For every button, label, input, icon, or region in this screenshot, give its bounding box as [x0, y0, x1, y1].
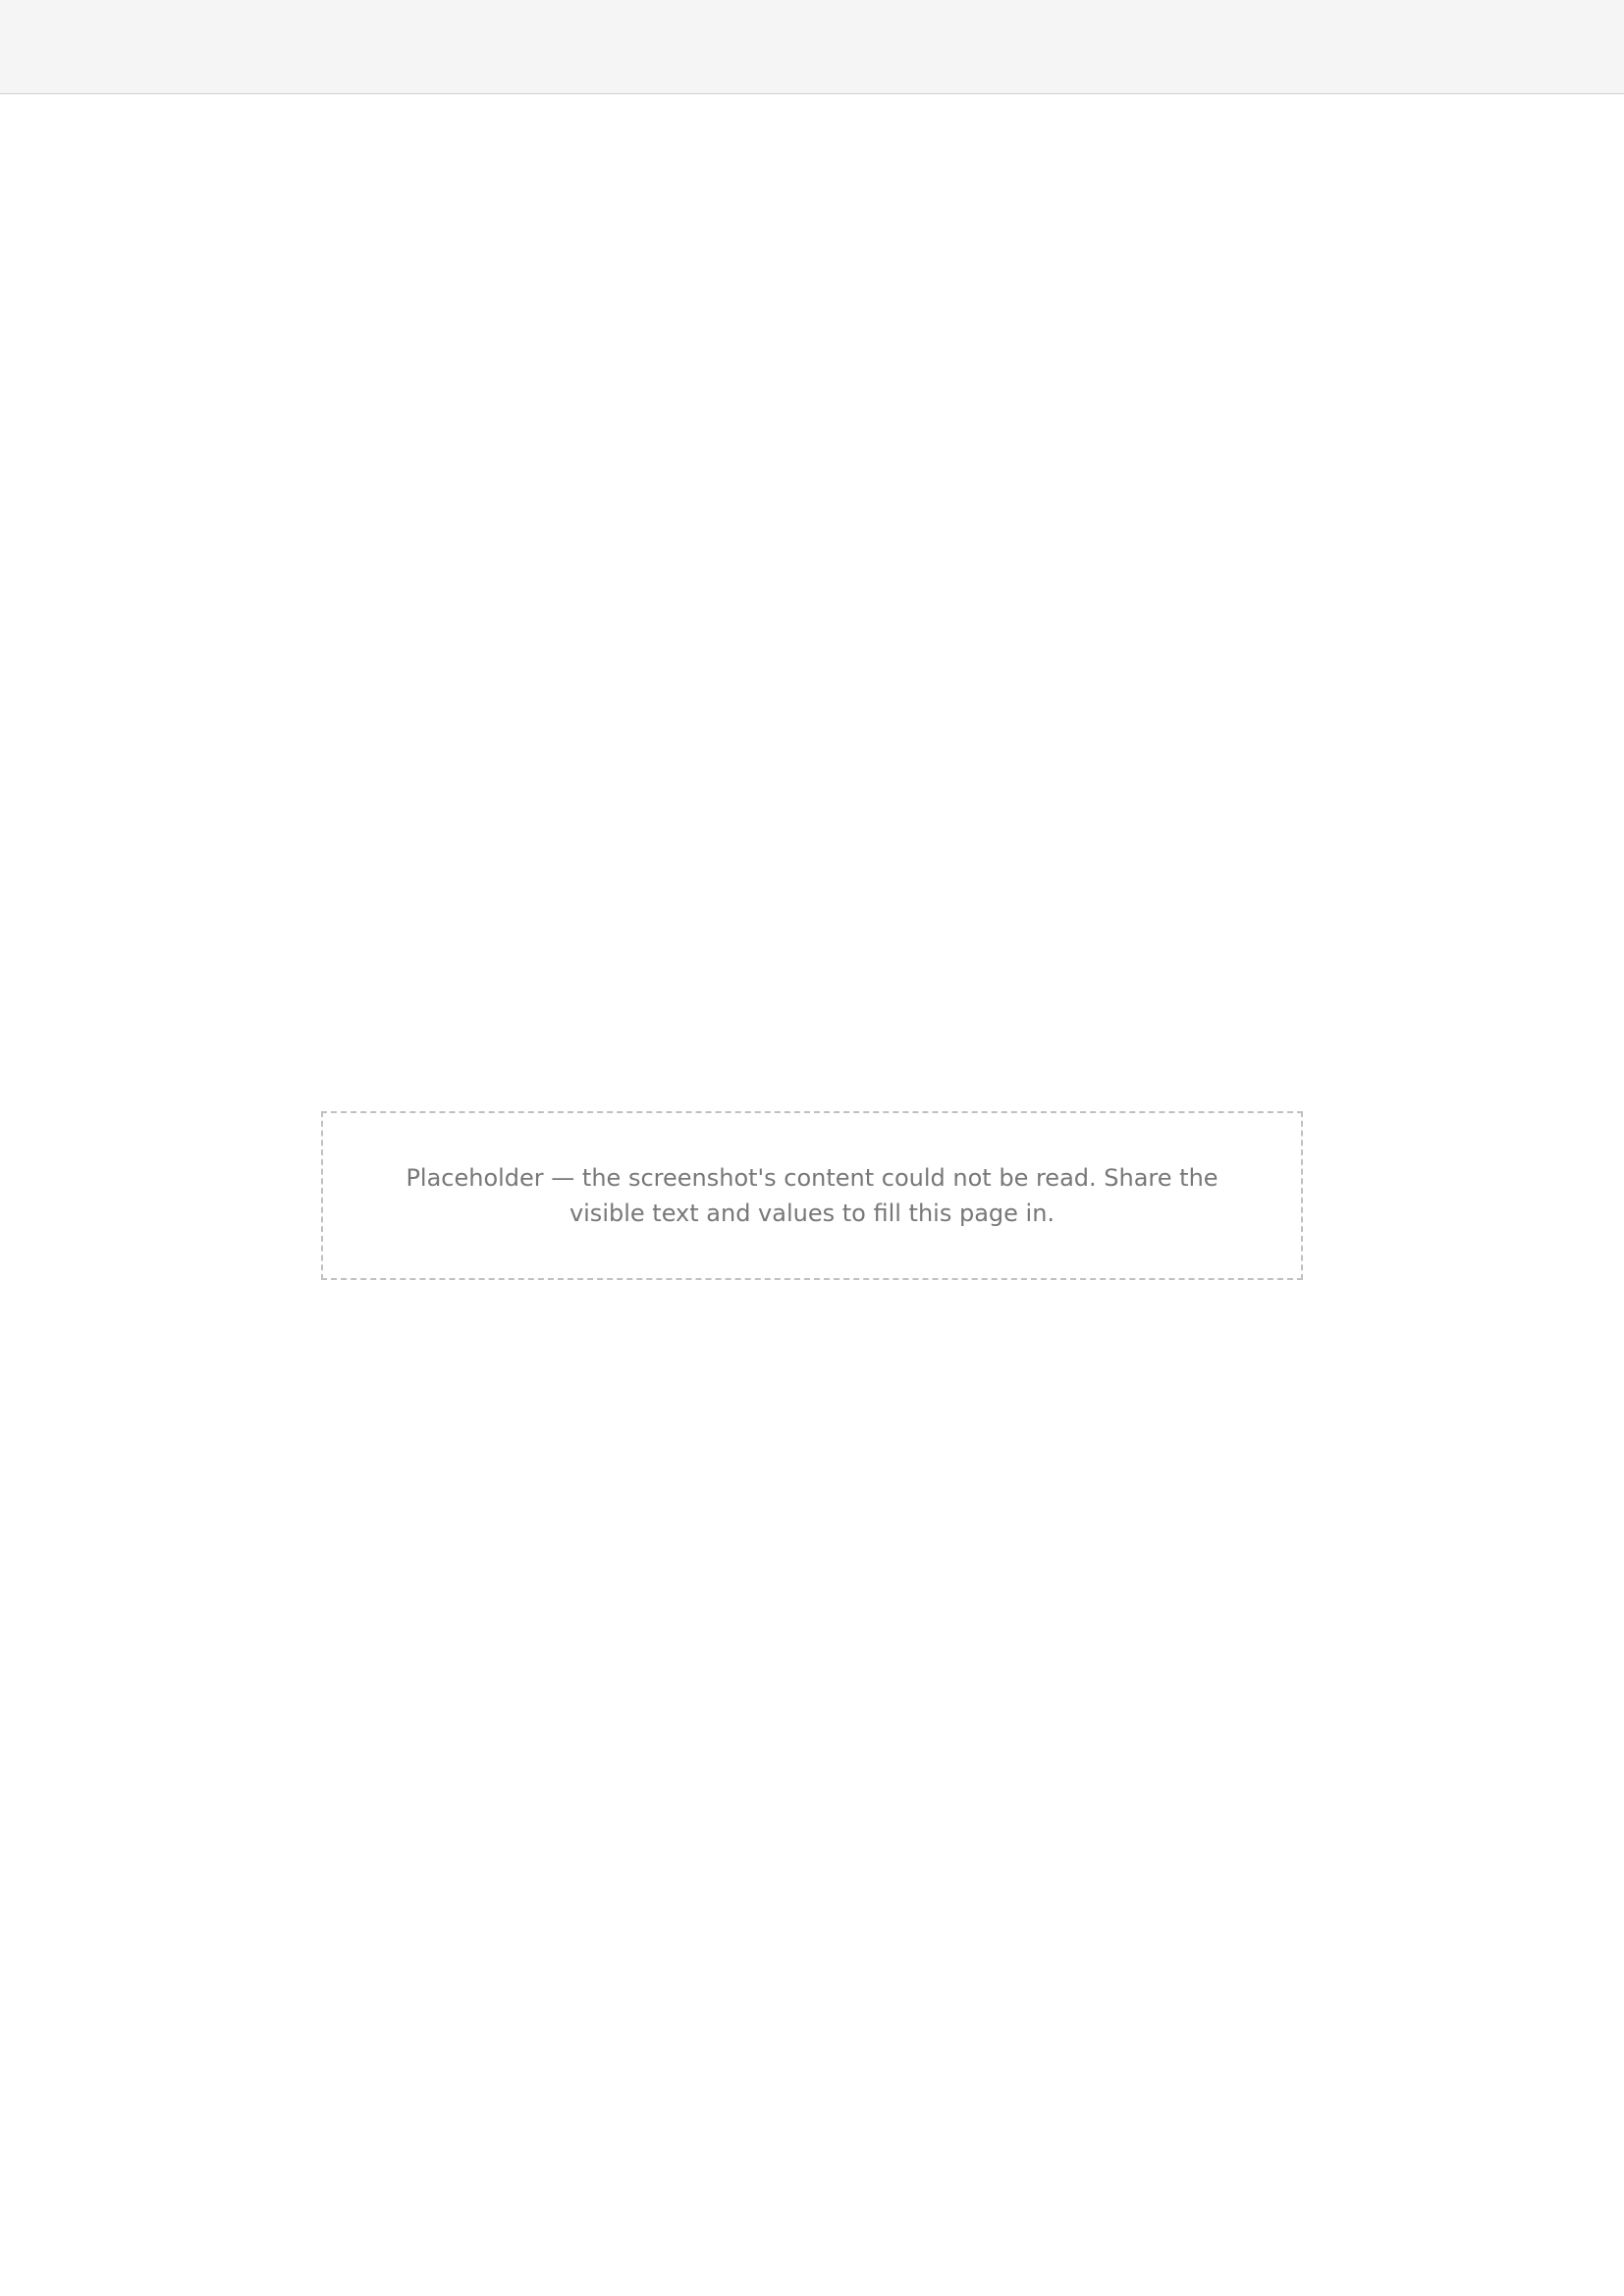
page-body: [0, 94, 1624, 2296]
page-header: [0, 0, 1624, 94]
placeholder-note: Placeholder — the screenshot's content could not be read. Share the visible text and values to fill this page in.: [321, 1111, 1303, 1280]
